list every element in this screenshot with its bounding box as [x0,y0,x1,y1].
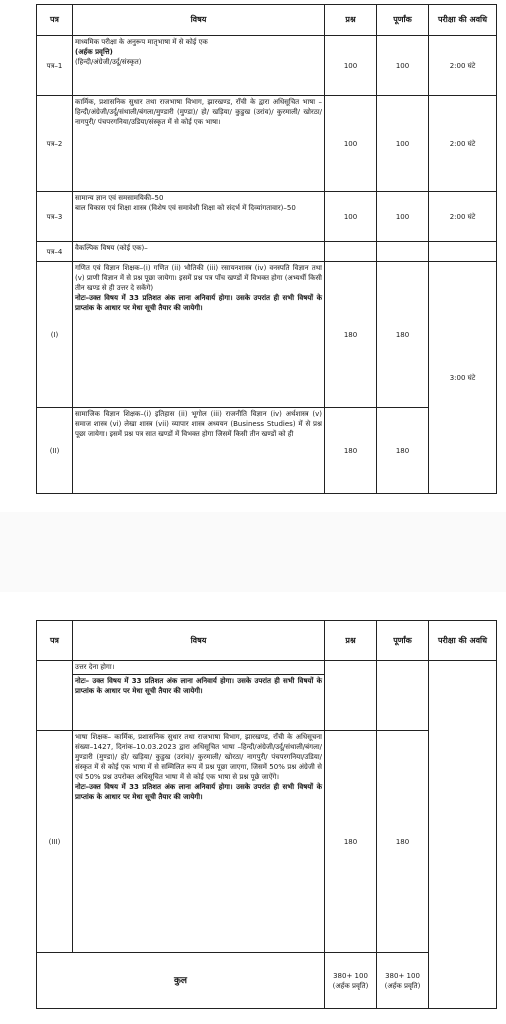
table-row [37,96,497,192]
header-marks: पूर्णांक [377,5,429,36]
subject-cell [73,96,325,192]
marks-value: 180 [377,262,429,408]
paper-label: (I) [37,262,73,408]
table-header-row [37,5,497,36]
duration-value: 2:00 घंटे [429,192,497,242]
subject-text: माध्यमिक परीक्षा के अनुरूप मातृभाषा में से कोई एक [75,38,208,46]
table-row [37,661,497,675]
paper-label: पत्र–3 [37,192,73,242]
subject-text: बाल विकास एवं शिक्षा शास्त्र (विशेष एवं समावेशी शिक्षा को संदर्भ में दिव्यांगतावार)–50 [75,204,296,212]
empty-cell [37,661,73,731]
subject-cell [73,262,325,408]
page-gap [0,512,506,592]
subject-text: (हिन्दी/अंग्रेजी/उर्दू/संस्कृत) [75,58,142,66]
questions-value: 100 [325,36,377,96]
total-row [37,953,497,1009]
subject-text: उत्तर देना होगा। [73,661,325,675]
table-header-row [37,621,497,661]
header-questions: प्रश्न [325,5,377,36]
questions-value: 180 [325,731,377,953]
subject-cell [73,731,325,953]
header-marks: पूर्णांक [377,621,429,661]
table-row [37,36,497,96]
table-row [37,242,497,262]
total-marks: 380+ 100 (अर्हक प्रवृति) [377,953,429,1009]
total-label: कुल [37,953,325,1009]
paper-label: पत्र–1 [37,36,73,96]
paper-label: (II) [37,408,73,494]
document-page-46 [0,592,506,1024]
header-questions: प्रश्न [325,621,377,661]
empty-cell [325,242,377,262]
exam-table-page1 [36,4,497,494]
subject-text: भाषा शिक्षक– कार्मिक, प्रशासनिक सुधार तथा राजभाषा विभाग, झारखण्ड, राँची के अधिसूचना संख्या–1427, दिनांक–10.03.2023 द्वारा अधिसूचित भाषा –हिन्दी/अंग्रेजी/उर्दू/संथाली/बंगला/मुण्डारी (मुण्डा)/ हो/ खड़िया/ कुडुख (उरांव)/ कुरमाली/ खोरठा/ नागपुरी/ पंचपरगनिया/उडिया/संस्कृत में से कोई एक भाषा में से सम्मिलित रूप में प्रश्न पूछा जाएगा, जिसमें 50% प्रश्न अंग्रेजी से एवं 50% प्रश्न उपरोक्त अधिसूचित भाषा में से कोई एक भाषा से प्रश्न पूछे जाऐंगे। [75,733,322,781]
table-row [37,262,497,408]
paper-label: (III) [37,731,73,953]
total-questions: 380+ 100 (अर्हक प्रवृति) [325,953,377,1009]
header-subject: विषय [73,621,325,661]
questions-value: 100 [325,96,377,192]
empty-cell [429,242,497,262]
note-text: नोटः–उक्त विषय में 33 प्रतिशत अंक लाना अनिवार्य होगा। उसके उपरांत ही सभी विषयों के प्राप्तांक के आधार पर मेधा सूची तैयार की जायेगी। [75,294,322,312]
duration-value: 2:00 घंटे [429,96,497,192]
subject-cell [73,36,325,96]
questions-value: 180 [325,262,377,408]
subject-cell [73,675,325,731]
subject-cell [73,408,325,494]
subject-text: कार्मिक, प्रशासनिक सुधार तथा राजभाषा विभाग, झारखण्ड, राँची के द्वारा अधिसूचित भाषा – हिन्दी/अंग्रेजी/उर्दू/संथाली/बंगला/मुण्डारी (मुण्डा)/ हो/ खड़िया/ कुडुख (उरांव)/ कुरमाली/ खोरठा/ नागपुरी/ पंचपरगनिया/उडिया/संस्कृत में से कोई एक भाषा। [75,98,322,126]
exam-table-page2 [36,620,497,1009]
marks-value: 100 [377,36,429,96]
header-paper: पत्र [37,621,73,661]
note-text: नोटः–उक्त विषय में 33 प्रतिशत अंक लाना अनिवार्य होगा। उसके उपरांत ही सभी विषयों के प्राप्तांक के आधार पर मेधा सूची तैयार की जायेगी। [75,783,322,801]
empty-cell [429,661,497,1009]
empty-cell [377,661,429,731]
table-row [37,408,497,494]
marks-value: 180 [377,408,429,494]
marks-value: 180 [377,731,429,953]
paper-label: पत्र–2 [37,96,73,192]
subject-cell [73,192,325,242]
empty-cell [377,242,429,262]
duration-value: 2:00 घंटे [429,36,497,96]
header-duration: परीक्षा की अवधि [429,621,497,661]
subject-text: सामाजिक विज्ञान शिक्षक–(i) इतिहास (ii) भूगोल (iii) राजनीति विज्ञान (iv) अर्थशास्त्र (v) समाज शास्त्र (vi) लेखा शास्त्र (vii) व्यापार शास्त्र अध्ययन (Business Studies) में से प्रश्न पूछा जायेगा। इसमें प्रश्न पत्र सात खण्डों में विभक्त होगा जिसमें किसी तीन खण्डों को ही [75,410,322,438]
header-subject: विषय [73,5,325,36]
header-paper: पत्र [37,5,73,36]
paper-label: पत्र–4 [37,242,73,262]
empty-cell [325,661,377,731]
subject-text: वैकल्पिक विषय (कोई एक)– [73,242,325,262]
subject-bold-text: (अर्हक प्रवृत्ति) [75,48,113,56]
questions-value: 100 [325,192,377,242]
questions-value: 180 [325,408,377,494]
table-row [37,731,497,953]
table-row [37,192,497,242]
note-text: नोटः– उक्त विषय में 33 प्रतिशत अंक लाना अनिवार्य होगा। उसके उपरांत ही सभी विषयों के प्राप्तांक के आधार पर मेधा सूची तैयार की जायेगी। [75,677,322,695]
subject-text: सामान्य ज्ञान एवं समसामयिकी–50 [75,194,164,202]
marks-value: 100 [377,192,429,242]
subject-text: गणित एवं विज्ञान शिक्षक–(i) गणित (ii) भौतिकी (iii) रसायनशास्त्र (iv) वनस्पति विज्ञान तथा (v) प्राणी विज्ञान में से प्रश्न पूछा जायेगा। इसमें प्रश्न पत्र पाँच खण्डों में विभक्त होगा (अभ्यर्थी किसी तीन खण्ड से ही उत्तर दे सकेंगे) [75,264,322,292]
header-duration: परीक्षा की अवधि [429,5,497,36]
duration-value: 3:00 घंटे [429,262,497,494]
marks-value: 100 [377,96,429,192]
